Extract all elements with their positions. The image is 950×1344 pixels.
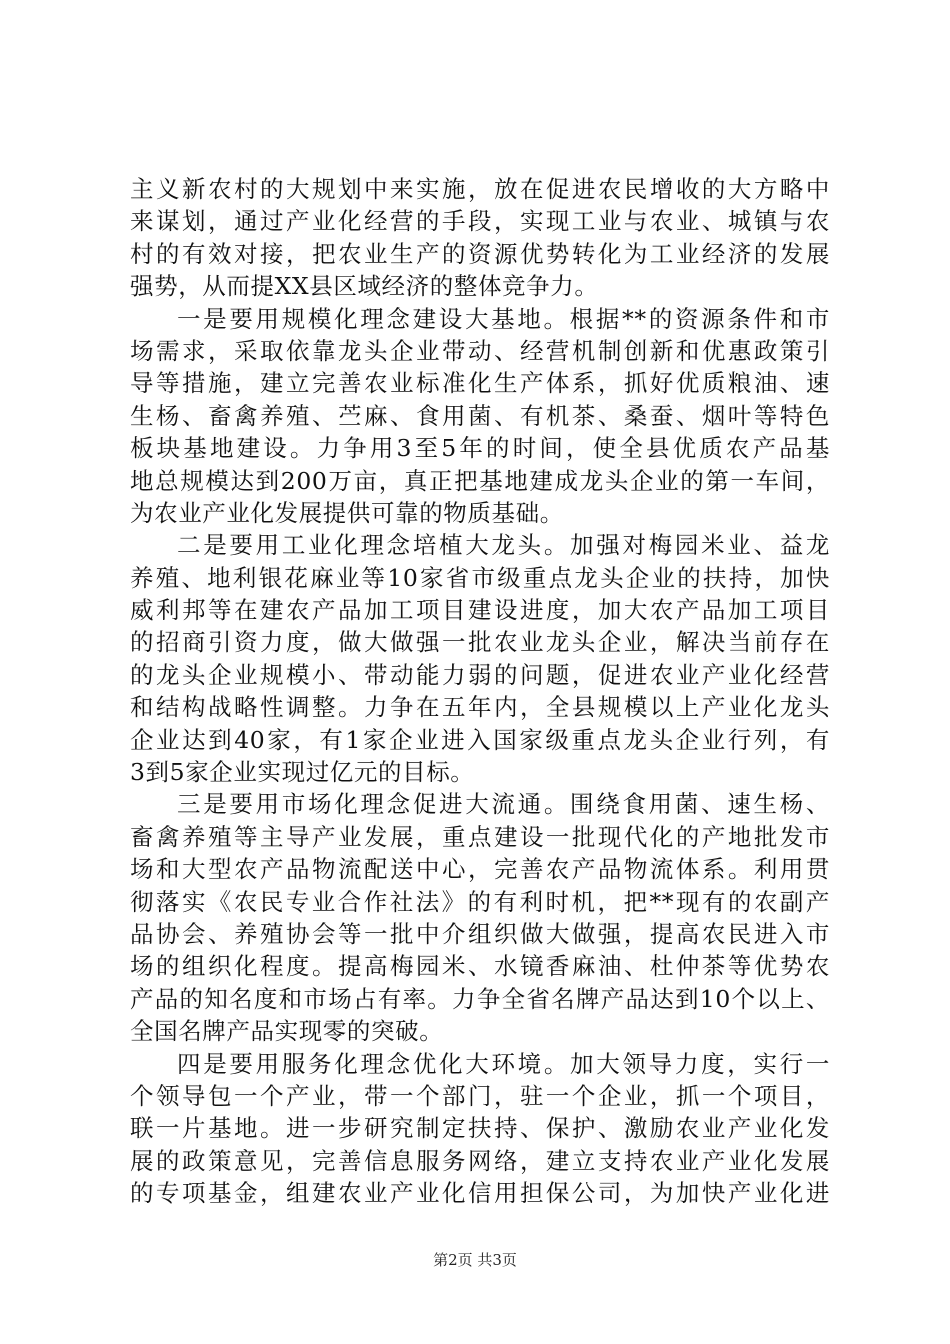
text-line: 的龙头企业规模小、带动能力弱的问题，促进农业产业化经营 [130, 660, 830, 689]
text-line: 和结构战略性调整。力争在五年内，全县规模以上产业化龙头 [130, 693, 830, 722]
text-line: 个领导包一个产业，带一个部门，驻一个企业，抓一个项目， [130, 1081, 830, 1110]
text-line: 一是要用规模化理念建设大基地。根据**的资源条件和市 [177, 304, 830, 333]
text-line: 板块基地建设。力争用3至5年的时间，使全县优质农产品基 [130, 434, 830, 463]
text-line: 来谋划，通过产业化经营的手段，实现工业与农业、城镇与农 [130, 207, 830, 236]
page-footer: 第2页 共3页 [433, 1251, 517, 1269]
text-line: 场的组织化程度。提高梅园米、水镜香麻油、杜仲茶等优势农 [130, 952, 830, 981]
text-line: 村的有效对接，把农业生产的资源优势转化为工业经济的发展 [130, 239, 830, 268]
text-line: 主义新农村的大规划中来实施，放在促进农民增收的大方略中 [130, 175, 830, 203]
text-line: 场需求，采取依靠龙头企业带动、经营机制创新和优惠政策引 [130, 336, 830, 365]
text-line: 四是要用服务化理念优化大环境。加大领导力度，实行一 [177, 1049, 830, 1078]
text-line: 地总规模达到200万亩，真正把基地建成龙头企业的第一车间， [130, 466, 830, 495]
text-line: 强势，从而提XX县区域经济的整体竞争力。 [130, 272, 599, 301]
text-line: 为农业产业化发展提供可靠的物质基础。 [130, 498, 564, 527]
body-text [130, 173, 830, 1210]
text-line: 企业达到40家，有1家企业进入国家级重点龙头企业行列，有 [130, 725, 830, 754]
text-line: 威利邦等在建农产品加工项目建设进度，加大农产品加工项目 [130, 596, 830, 625]
text-line: 全国名牌产品实现零的突破。 [130, 1017, 444, 1046]
text-line: 的招商引资力度，做大做强一批农业龙头企业，解决当前存在 [130, 628, 830, 657]
text-line: 场和大型农产品物流配送中心，完善农产品物流体系。利用贯 [130, 855, 830, 884]
text-line: 畜禽养殖等主导产业发展，重点建设一批现代化的产地批发市 [130, 822, 830, 851]
text-line: 展的政策意见，完善信息服务网络，建立支持农业产业化发展 [130, 1146, 830, 1175]
text-line: 生杨、畜禽养殖、苎麻、食用菌、有机茶、桑蚕、烟叶等特色 [130, 401, 830, 430]
text-line: 品协会、养殖协会等一批中介组织做大做强，提高农民进入市 [130, 919, 830, 948]
text-line: 彻落实《农民专业合作社法》的有利时机，把**现有的农副产 [130, 887, 830, 916]
text-line: 三是要用市场化理念促进大流通。围绕食用菌、速生杨、 [177, 790, 830, 819]
text-line: 的专项基金，组建农业产业化信用担保公司，为加快产业化进 [130, 1179, 830, 1208]
text-line: 联一片基地。进一步研究制定扶持、保护、激励农业产业化发 [130, 1114, 830, 1143]
text-line: 二是要用工业化理念培植大龙头。加强对梅园米业、益龙 [177, 531, 830, 560]
text-line: 3到5家企业实现过亿元的目标。 [130, 758, 475, 787]
text-line: 导等措施，建立完善农业标准化生产体系，抓好优质粮油、速 [130, 369, 830, 398]
text-line: 产品的知名度和市场占有率。力争全省名牌产品达到10个以上、 [130, 984, 830, 1013]
text-line: 养殖、地利银花麻业等10家省市级重点龙头企业的扶持，加快 [130, 563, 830, 592]
